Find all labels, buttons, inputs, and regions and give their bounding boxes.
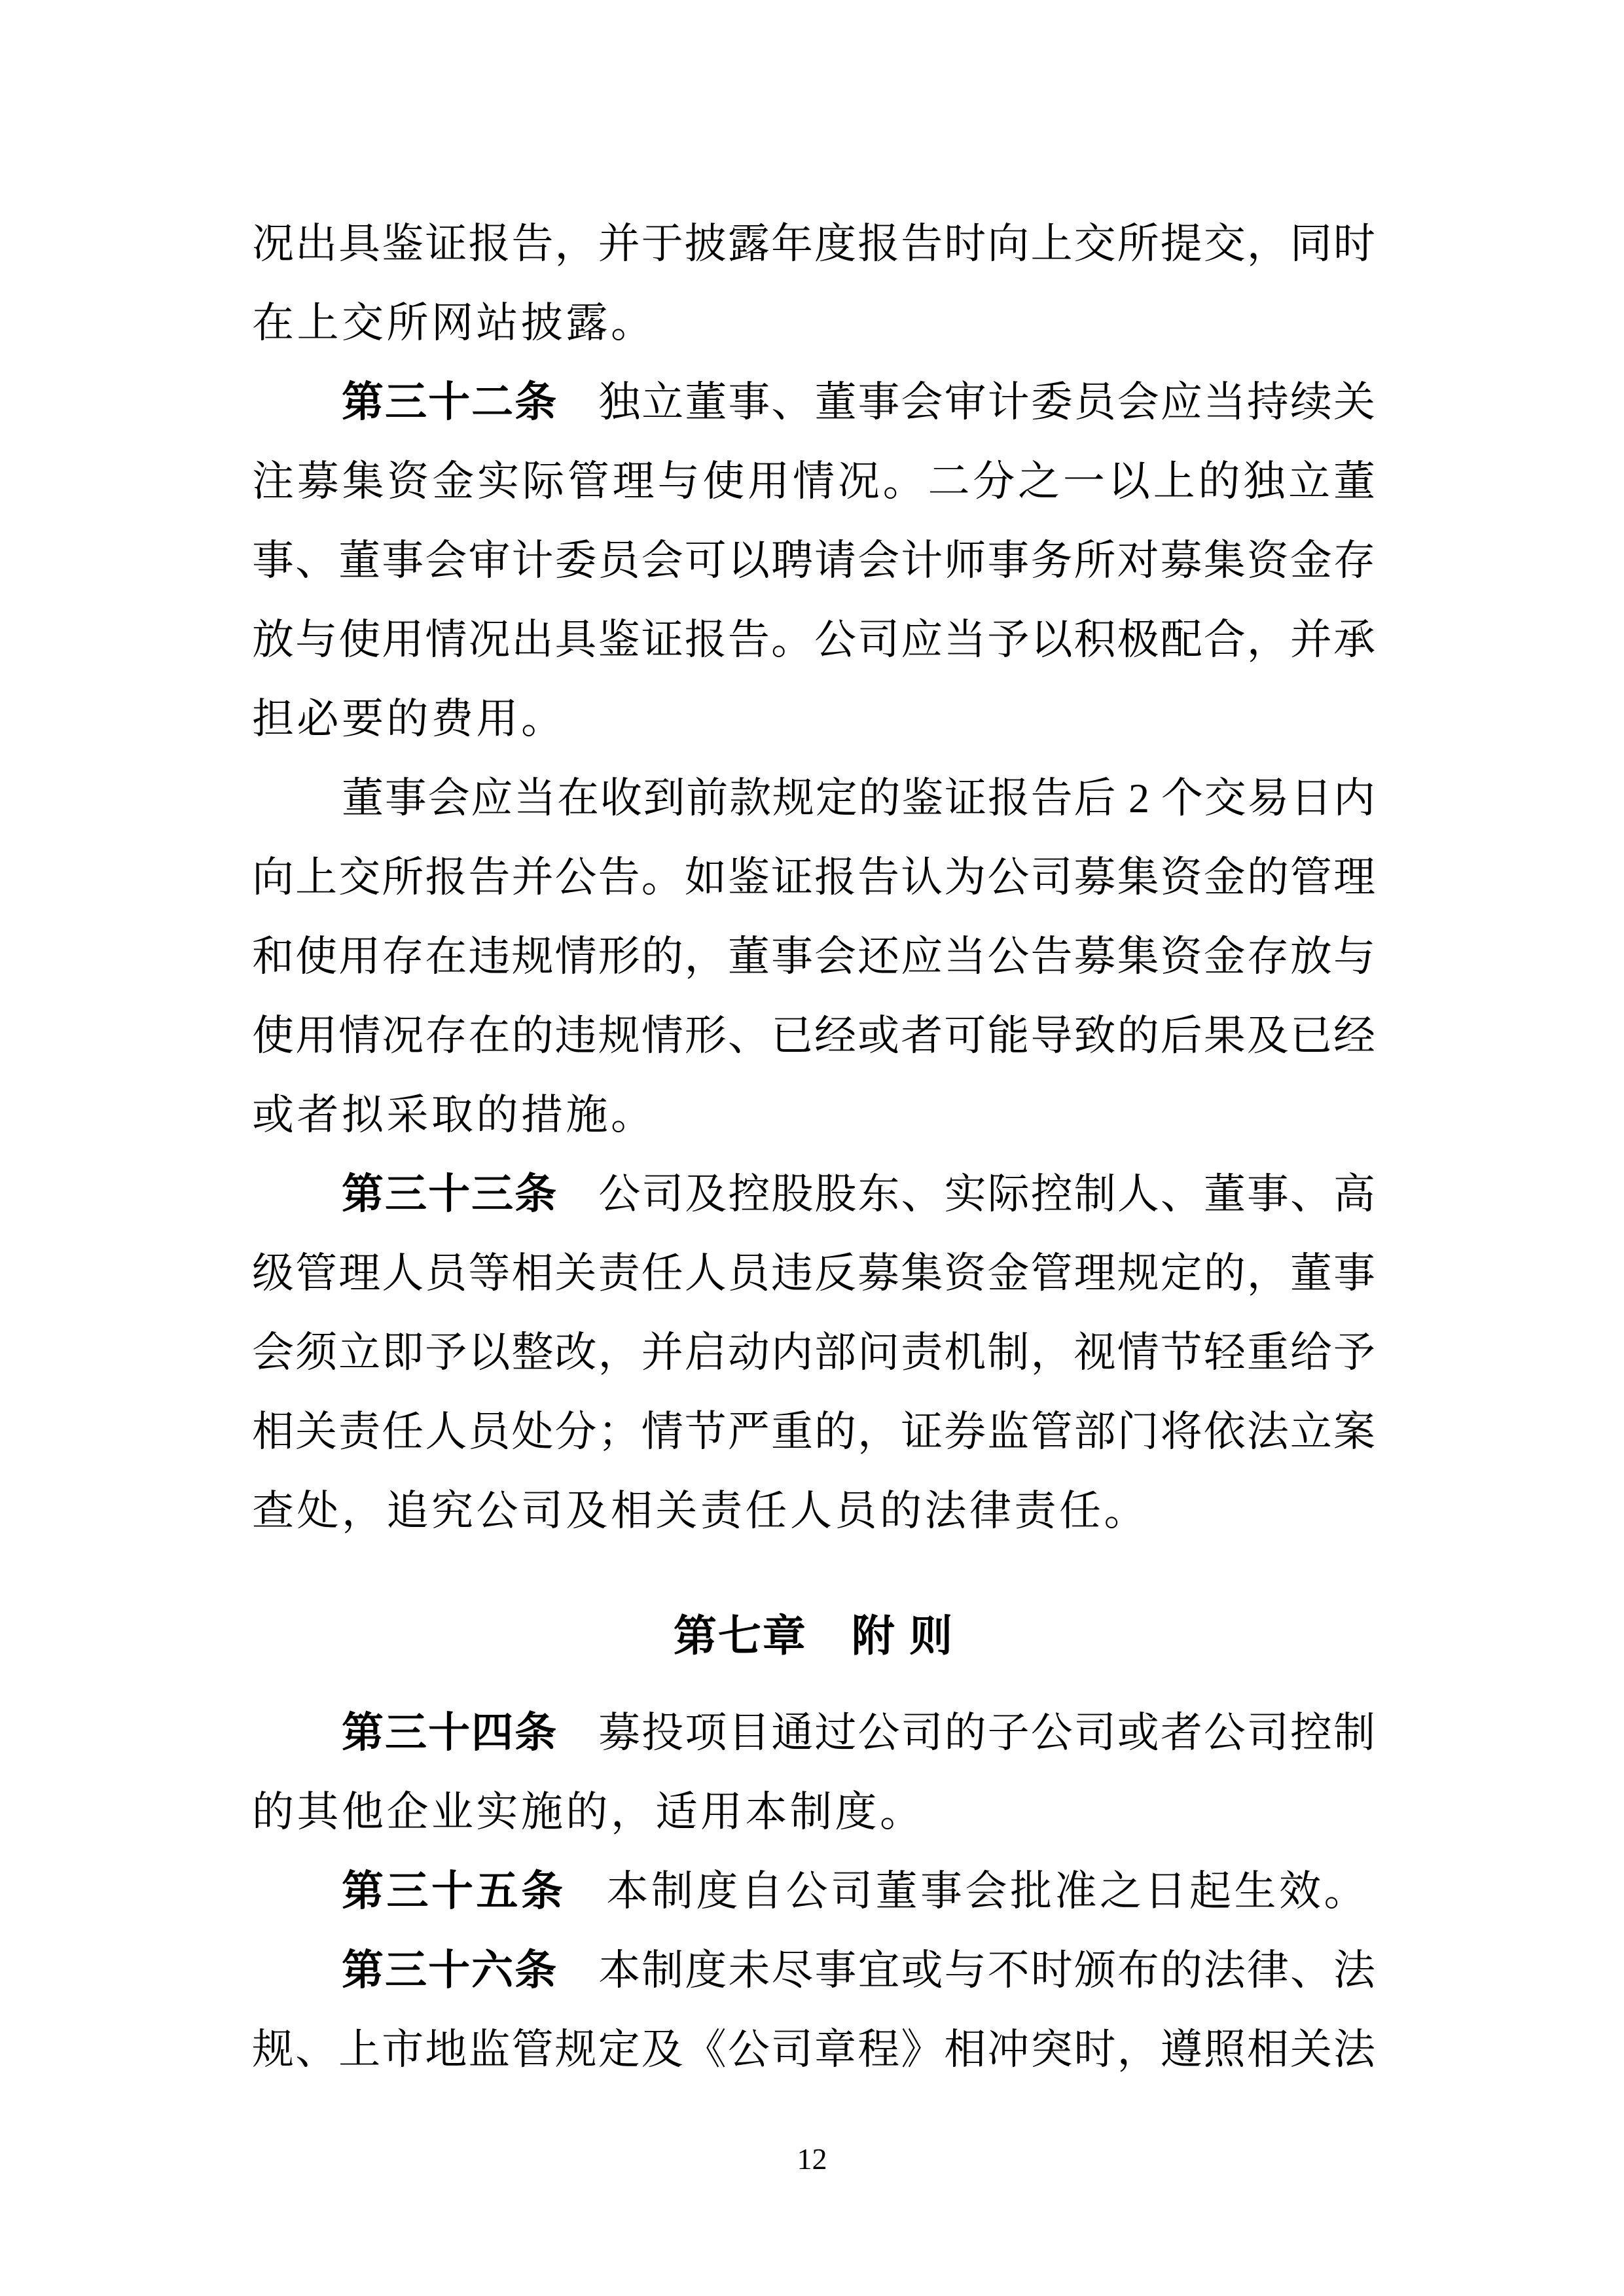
text-line — [252, 600, 1375, 679]
document-body — [252, 204, 1375, 2089]
text-segment: 会须立即予以整改，并启动内部问责机制，视情节轻重给予 — [252, 1329, 1375, 1376]
text-segment: 查处，追究公司及相关责任人员的法律责任。 — [252, 1488, 1149, 1534]
page-number: 12 — [797, 2142, 827, 2176]
text-line — [252, 759, 1375, 838]
article-number: 第三十五条 — [342, 1867, 566, 1914]
text-segment: 事、董事会审计委员会可以聘请会计师事务所对募集资金存 — [252, 537, 1375, 584]
text-line — [252, 1234, 1375, 1313]
text-line — [252, 1931, 1375, 2010]
text-line — [252, 917, 1375, 996]
article-number: 第三十四条 — [342, 1709, 558, 1756]
text-segment: 或者拟采取的措施。 — [252, 1092, 656, 1138]
chapter-heading — [252, 1596, 1375, 1676]
text-segment: 相关责任人员处分；情节严重的，证券监管部门将依法立案 — [252, 1408, 1375, 1455]
text-segment: 况出具鉴证报告，并于披露年度报告时向上交所提交，同时 — [252, 221, 1375, 267]
text-line — [252, 1693, 1375, 1772]
text-line — [252, 204, 1375, 283]
text-line — [252, 1772, 1375, 1852]
text-segment: 公司及控股股东、实际控制人、董事、高 — [598, 1171, 1376, 1217]
text-segment: 放与使用情况出具鉴证报告。公司应当予以积极配合，并承 — [252, 617, 1375, 663]
text-segment: 担必要的费用。 — [252, 696, 566, 742]
text-line — [252, 1075, 1375, 1155]
text-segment: 向上交所报告并公告。如鉴证报告认为公司募集资金的管理 — [252, 854, 1375, 901]
text-segment: 本制度未尽事宜或与不时颁布的法律、法 — [598, 1947, 1376, 1994]
text-line — [252, 363, 1375, 442]
chapter-heading-text: 第七章 附 则 — [673, 1611, 954, 1660]
text-segment: 在上交所网站披露。 — [252, 300, 656, 346]
text-line — [252, 838, 1375, 917]
text-segment: 和使用存在违规情形的，董事会还应当公告募集资金存放与 — [252, 933, 1375, 980]
text-segment: 规、上市地监管规定及《公司章程》相冲突时，遵照相关法 — [252, 2026, 1375, 2073]
text-segment: 注募集资金实际管理与使用情况。二分之一以上的独立董 — [252, 458, 1375, 505]
text-line — [252, 1852, 1375, 1931]
text-segment: 级管理人员等相关责任人员违反募集资金管理规定的，董事 — [252, 1250, 1375, 1297]
text-line — [252, 996, 1375, 1075]
text-line — [252, 1313, 1375, 1392]
text-line — [252, 679, 1375, 759]
text-segment: 董事会应当在收到前款规定的鉴证报告后 2 个交易日内 — [342, 775, 1375, 821]
text-segment: 募投项目通过公司的子公司或者公司控制 — [598, 1710, 1376, 1756]
text-line — [252, 1392, 1375, 1471]
article-number: 第三十三条 — [342, 1170, 558, 1217]
text-segment: 本制度自公司董事会批准之日起生效。 — [606, 1868, 1369, 1914]
text-line — [252, 283, 1375, 363]
article-number: 第三十二条 — [342, 378, 558, 425]
text-line — [252, 1155, 1375, 1234]
text-line — [252, 2010, 1375, 2089]
text-line — [252, 442, 1375, 521]
text-segment: 独立董事、董事会审计委员会应当持续关 — [598, 379, 1376, 425]
article-number: 第三十六条 — [342, 1946, 558, 1994]
text-line — [252, 521, 1375, 600]
text-segment: 使用情况存在的违规情形、已经或者可能导致的后果及已经 — [252, 1013, 1375, 1059]
text-line — [252, 1471, 1375, 1551]
text-segment: 的其他企业实施的，适用本制度。 — [252, 1789, 925, 1835]
